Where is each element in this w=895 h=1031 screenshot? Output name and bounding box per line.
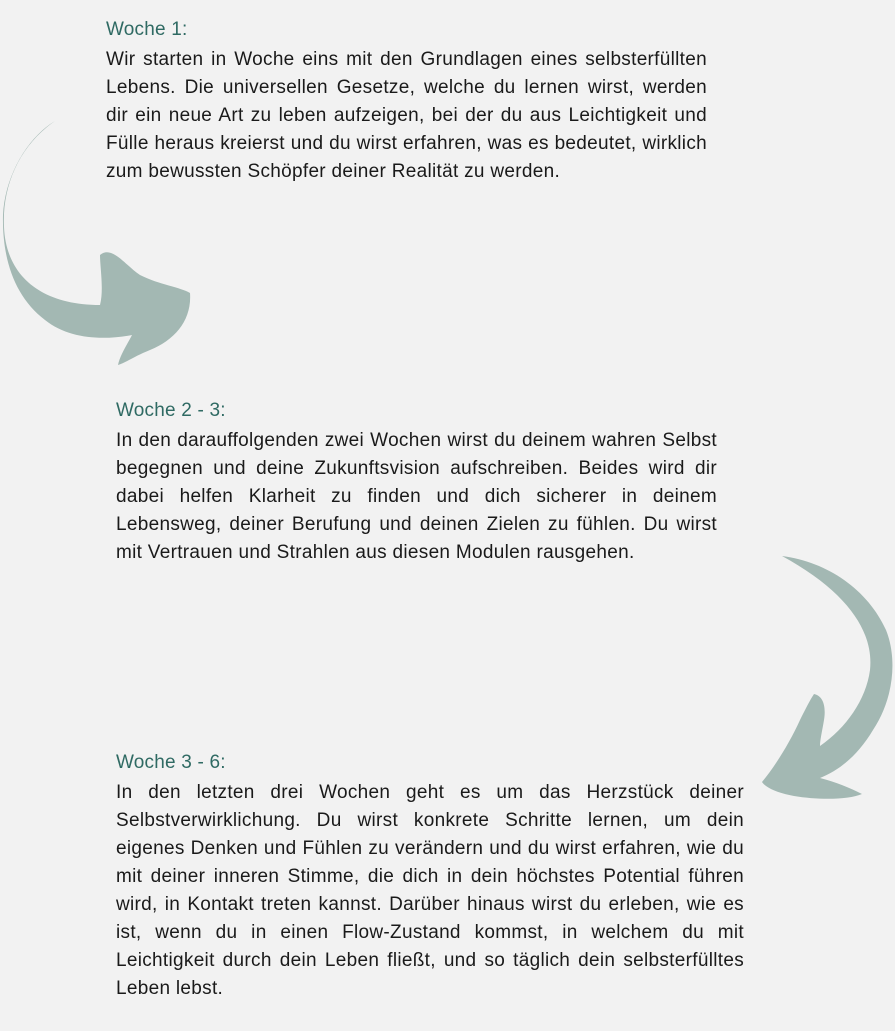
week-3-6-title: Woche 3 - 6: [116, 752, 226, 773]
week-2-3-title: Woche 2 - 3: [116, 400, 226, 421]
week-2-3-text: In den darauffolgenden zwei Wochen wirst du deinem wahren Selbst begegnen und deine Zukunftsvision aufschreiben. Beides wird dir dabei helfen Klarheit zu finden und dich sicherer in deinem Lebensweg, deiner Berufung und deinen Zielen zu fühlen. Du wirst mit Vertrauen und Strahlen aus diesen Modulen rausgehen. [116, 430, 717, 563]
week-1-title: Woche 1: [106, 19, 188, 40]
week-3-6-section [116, 749, 744, 1003]
week-1-section [106, 16, 707, 186]
week-3-6-text: In den letzten drei Wochen geht es um das Herzstück deiner Selbstverwirklichung. Du wirst konkrete Schritte lernen, um dein eigenes Denken und Fühlen zu verändern und du wirst erfahren, wie du mit deiner inneren Stimme, die dich in dein höchstes Potential führen wird, in Kontakt treten kannst. Darüber hinaus wirst du erleben, wie es ist, wenn du in einen Flow-Zustand kommst, in welchem du mit Leichtigkeit durch dein Leben fließt, und so täglich dein selbsterfülltes Leben lebst. [116, 782, 744, 999]
curved-arrow-icon [758, 550, 895, 805]
week-2-3-section [116, 397, 717, 567]
week-1-text: Wir starten in Woche eins mit den Grundlagen eines selbsterfüllten Lebens. Die universellen Gesetze, welche du lernen wirst, werden dir ein neue Art zu leben aufzeigen, bei der du aus Leichtigkeit und Fülle heraus kreierst und du wirst erfahren, was es bedeutet, wirklich zum bewussten Schöpfer deiner Realität zu werden. [106, 49, 707, 182]
